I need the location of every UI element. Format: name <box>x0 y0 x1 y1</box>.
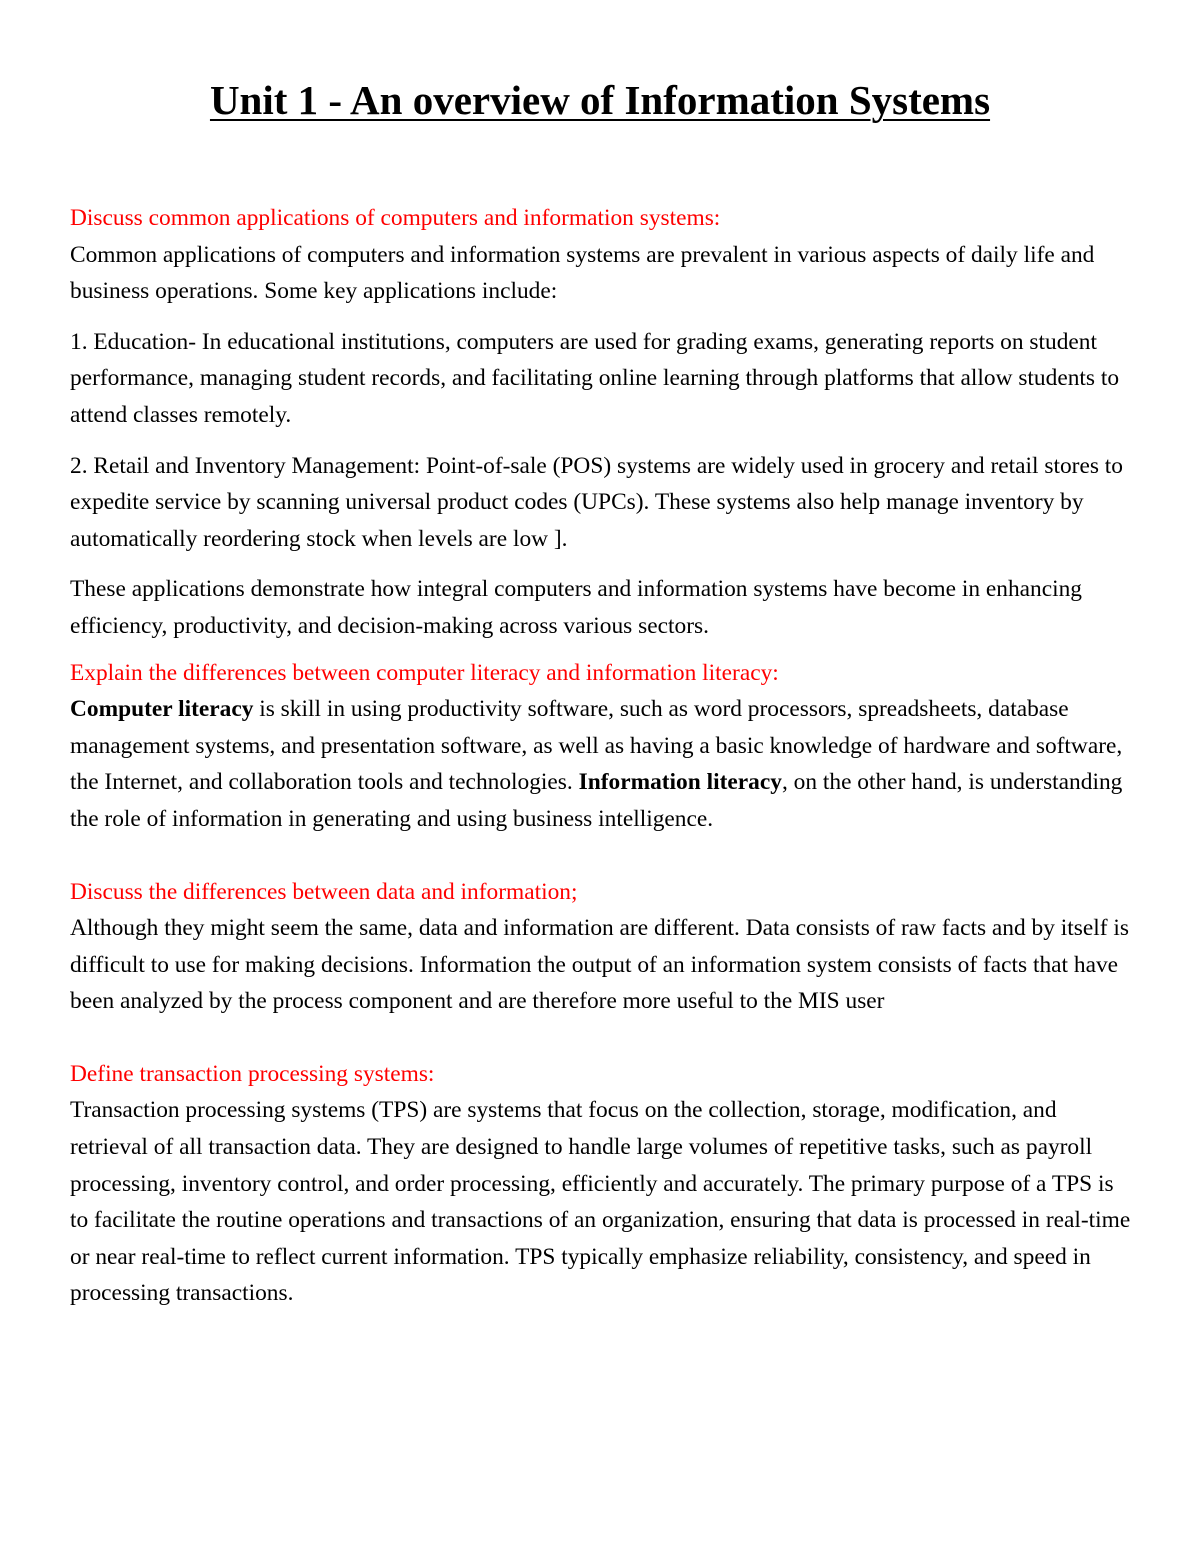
section-tps <box>70 1056 1135 1312</box>
paragraph-tps: Transaction processing systems (TPS) are systems that focus on the collection, storage, modification, and retrieval of all transaction data. They are designed to handle large volumes of repetitive tasks, such as payroll processing, inventory control, and order processing, efficiently and accurately. The primary purpose of a TPS is to facilitate the routine operations and transactions of an organization, ensuring that data is processed in real-time or near real-time to reflect current information. TPS typically emphasize reliability, consistency, and speed in processing transactions. <box>70 1097 1131 1307</box>
page-title: Unit 1 - An overview of Information Systems <box>209 77 991 123</box>
section-heading: Discuss common applications of computers and information systems: <box>70 205 721 231</box>
section-heading: Define transaction processing systems: <box>70 1060 435 1087</box>
literacy-text-2: , on the other hand, is understanding the role of information in generating and using business intelligence. <box>70 769 1123 832</box>
section-data-information <box>70 874 1135 1020</box>
section-heading: Discuss the differences between data and information; <box>70 878 578 905</box>
paragraph-data-information: Although they might seem the same, data and information are different. Data consists of raw facts and by itself is difficult to use for making decisions. Information the output of an information system consists of facts that have been analyzed by the process component and are therefore more useful to the MIS user <box>70 915 1129 1015</box>
list-item-retail: 2. Retail and Inventory Management: Point-of-sale (POS) systems are widely used in grocery and retail stores to expedite service by scanning universal product codes (UPCs). These systems also help manage inventory by automatically reordering stock when levels are low ]. <box>70 452 1123 552</box>
section-heading: Explain the differences between computer literacy and information literacy: <box>70 659 779 686</box>
document-body <box>70 200 1135 1312</box>
paragraph-literacy <box>70 691 1135 837</box>
section-common-applications <box>70 200 1135 645</box>
section-literacy <box>70 655 1135 838</box>
literacy-text-1: is skill in using productivity software, such as word processors, spreadsheets, database management systems, and presentation software, as well as having a basic knowledge of hardware and software, the Internet, and collaboration tools and technologies. <box>70 696 1123 796</box>
term-computer-literacy: Computer literacy <box>70 696 254 723</box>
term-information-literacy: Information literacy <box>578 769 782 796</box>
paragraph-conclusion: These applications demonstrate how integral computers and information systems have become in enhancing efficiency, productivity, and decision-making across various sectors. <box>70 576 1082 639</box>
list-item-education: 1. Education- In educational institutions, computers are used for grading exams, generating reports on student performance, managing student records, and facilitating online learning through platforms that allow students to attend classes remotely. <box>70 328 1120 428</box>
paragraph-intro: Common applications of computers and information systems are prevalent in various aspects of daily life and business operations. Some key applications include: <box>70 241 1095 305</box>
